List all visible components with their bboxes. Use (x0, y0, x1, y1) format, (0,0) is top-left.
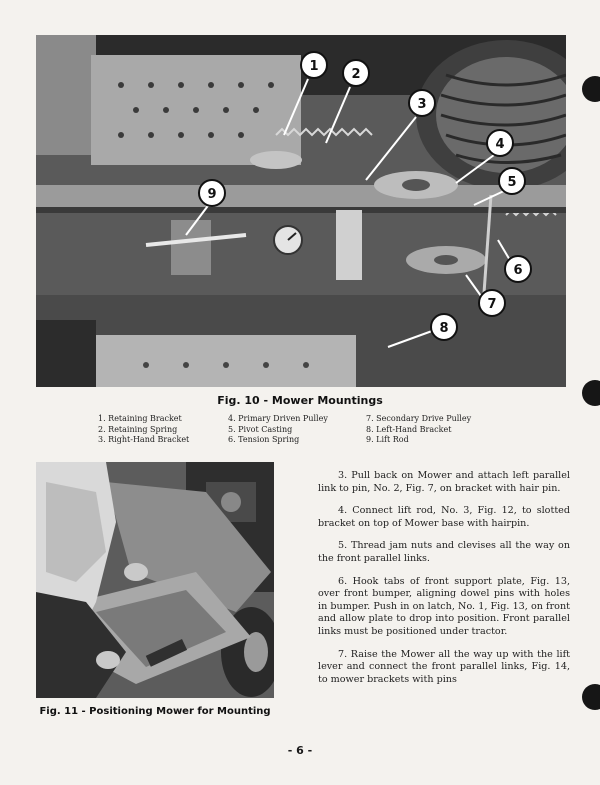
mower-mountings-illustration (36, 35, 566, 387)
figure-10-legend-col-3 (366, 414, 471, 446)
legend-item: 7. Secondary Drive Pulley (366, 414, 472, 423)
callout-9: 9 (207, 187, 217, 202)
callout-6: 6 (513, 263, 523, 278)
callout-7: 7 (487, 297, 497, 312)
legend-item: 3. Right-Hand Bracket (98, 435, 190, 444)
legend-item: 8. Left-Hand Bracket (366, 424, 452, 434)
figure-10-caption: Fig. 10 - Mower Mountings (217, 394, 383, 407)
callout-5: 5 (507, 175, 517, 190)
figure-11-photo (36, 462, 274, 698)
instruction-step-7: 7. Raise the Mower all the way up with the lift lever and connect the front parallel links, Fig. 14, to mower brackets with pins (318, 648, 570, 685)
positioning-mower-illustration (36, 462, 274, 698)
legend-item: 4. Primary Driven Pulley (228, 414, 328, 423)
instruction-step-3: 3. Pull back on Mower and attach left parallel link to pin, No. 2, Fig. 7, on bracket with hair pin. (318, 470, 570, 494)
instruction-step-6: 6. Hook tabs of front support plate, Fig. 13, over front bumper, aligning dowel pins with holes in bumper. Push in on latch, No. 1, Fig. 13, on front and allow plate to drop into position. Front parallel links must be positioned under tractor. (318, 575, 570, 637)
callout-8: 8 (439, 321, 449, 336)
legend-item: 2. Retaining Spring (98, 424, 178, 434)
instruction-step-5: 5. Thread jam nuts and clevises all the way on the front parallel links. (318, 540, 570, 564)
figure-11-caption: Fig. 11 - Positioning Mower for Mounting (39, 706, 271, 717)
binder-hole-top (582, 76, 600, 102)
instructions-column (318, 470, 570, 696)
binder-hole-bottom (582, 684, 600, 710)
legend-item: 9. Lift Rod (366, 435, 409, 444)
callout-2: 2 (351, 67, 361, 82)
page-number: - 6 - (287, 744, 313, 757)
instruction-step-4: 4. Connect lift rod, No. 3, Fig. 12, to slotted bracket on top of Mower base with hairpin. (318, 505, 570, 529)
figure-10-legend-col-2 (228, 414, 328, 446)
figure-10-photo (36, 35, 566, 387)
legend-item: 1. Retaining Bracket (98, 414, 182, 423)
callout-3: 3 (417, 97, 427, 112)
legend-item: 5. Pivot Casting (228, 424, 293, 434)
figure-10-legend-col-1 (98, 414, 189, 446)
callout-4: 4 (495, 137, 505, 152)
legend-item: 6. Tension Spring (228, 435, 300, 444)
callout-1: 1 (309, 59, 319, 74)
